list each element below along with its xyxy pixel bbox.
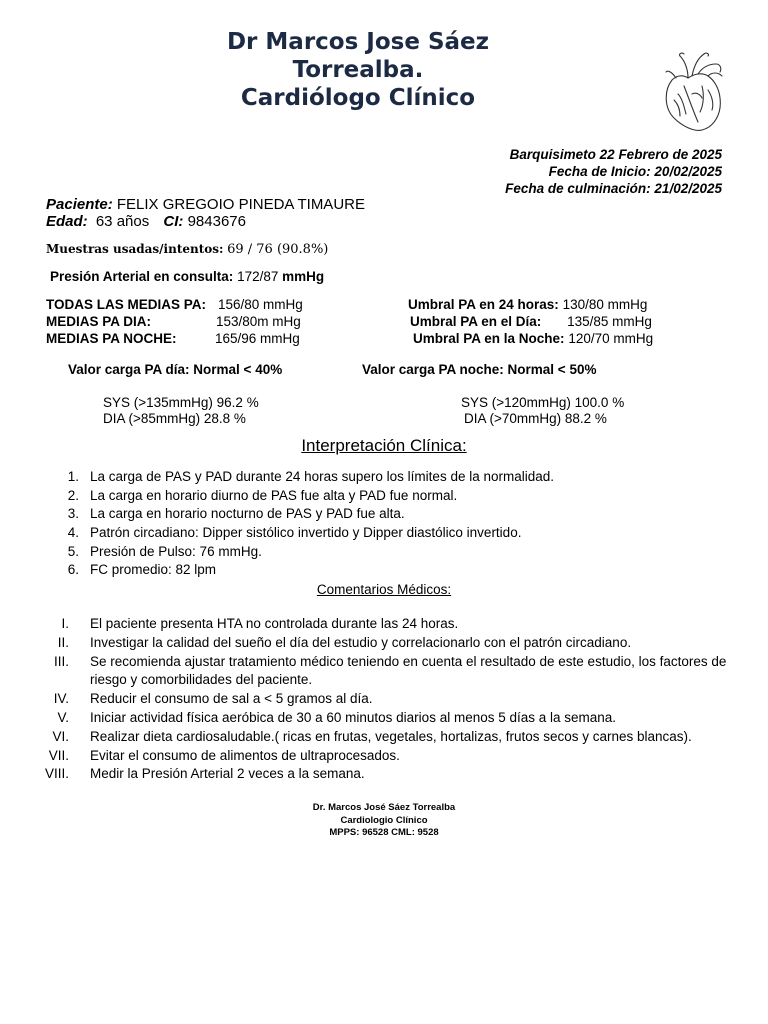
list-item-text: Presión de Pulso: 76 mmHg. — [90, 543, 262, 559]
patient-age-label: Edad: — [46, 213, 88, 230]
list-item — [0, 615, 768, 634]
list-item — [0, 747, 768, 766]
threshold-24h-value: 130/80 mmHg — [562, 297, 648, 312]
patient-name-label: Paciente: — [46, 196, 113, 213]
list-item-number: I. — [61, 616, 69, 631]
list-item — [0, 524, 768, 543]
threshold-day — [410, 313, 652, 330]
list-item — [0, 543, 768, 562]
list-item-text: FC promedio: 82 lpm — [90, 562, 217, 578]
end-date: Fecha de culminación: 21/02/2025 — [505, 181, 722, 196]
threshold-24h-label: Umbral PA en 24 horas: — [408, 297, 559, 312]
patient-ci-label: CI: — [163, 213, 184, 230]
patient-name: FELIX GREGOIO PINEDA TIMAURE — [116, 196, 365, 213]
patient-age: 63 años — [95, 213, 150, 230]
patient-age-line — [46, 213, 246, 231]
office-bp-unit: mmHg — [282, 269, 325, 284]
list-item-text: Realizar dieta cardiosaludable.( ricas en frutas, vegetales, hortalizas, frutos secos y carnes blancas). — [90, 728, 692, 744]
list-item-number: 5. — [67, 543, 79, 559]
mean-all-value: 156/80 mmHg — [218, 297, 303, 312]
list-item — [0, 634, 768, 653]
samples-label: Muestras usadas/intentos: — [46, 242, 224, 256]
list-item-text: Evitar el consumo de alimentos de ultraprocesados. — [90, 747, 400, 763]
threshold-night-value: 120/70 mmHg — [568, 331, 654, 346]
list-item-text: Se recomienda ajustar tratamiento médico teniendo en cuenta el resultado de este estudio, los factores de riesgo y comorbilidades del paciente. — [90, 653, 727, 688]
patient-ci: 9843676 — [187, 213, 246, 230]
place-date: Barquisimeto 22 Febrero de 2025 — [509, 147, 722, 162]
office-bp-value: 172/87 — [237, 269, 279, 284]
list-item — [0, 487, 768, 506]
comments-title: Comentarios Médicos: — [316, 582, 452, 597]
signature-block — [0, 802, 768, 840]
list-item-number: 2. — [67, 487, 79, 503]
list-item-text: La carga de PAS y PAD durante 24 horas supero los límites de la normalidad. — [90, 469, 555, 484]
load-day-sys: SYS (>135mmHg) 96.2 % — [103, 395, 259, 410]
office-bp-line — [50, 268, 324, 285]
doctor-title-line1: Dr Marcos Jose Sáez — [226, 29, 490, 55]
list-item-text: El paciente presenta HTA no controlada durante las 24 horas. — [90, 616, 459, 631]
signature-name: Dr. Marcos José Sáez Torrealba — [312, 802, 456, 813]
load-night-dia: DIA (>70mmHg) 88.2 % — [464, 411, 607, 426]
list-item-text: La carga en horario diurno de PAS fue alta y PAD fue normal. — [90, 487, 458, 503]
list-item-number: VII. — [48, 747, 69, 763]
list-item-number: 3. — [67, 506, 79, 522]
threshold-day-value: 135/85 mmHg — [567, 314, 652, 329]
load-day-title: Valor carga PA día: Normal < 40% — [68, 362, 283, 377]
mean-night-value: 165/96 mmHg — [215, 331, 300, 346]
list-item-number: II. — [57, 634, 69, 650]
mean-day-value: 153/80m mHg — [216, 314, 301, 329]
list-item-number: 4. — [67, 525, 79, 541]
list-item-text: Investigar la calidad del sueño el día del estudio y correlacionarlo con el patrón circadiano. — [90, 634, 632, 650]
report-dates — [505, 146, 722, 197]
list-item-text: Iniciar actividad física aeróbica de 30 a 60 minutos diarios al menos 5 días a la semana. — [90, 709, 617, 725]
list-item — [0, 709, 768, 728]
list-item-number: 1. — [67, 469, 79, 484]
interpretation-title: Interpretación Clínica: — [301, 436, 467, 455]
list-item — [0, 561, 768, 580]
list-item-text: Patrón circadiano: Dipper sistólico invertido y Dipper diastólico invertido. — [90, 525, 522, 541]
doctor-title — [200, 28, 516, 111]
samples-value: 69 / 76 (90.8%) — [227, 242, 329, 257]
list-item-text: Medir la Presión Arterial 2 veces a la semana. — [90, 766, 365, 782]
list-item-number: V. — [57, 709, 69, 725]
samples-line — [46, 241, 328, 257]
threshold-day-label: Umbral PA en el Día: — [410, 314, 542, 329]
office-bp-label: Presión Arterial en consulta: — [50, 269, 234, 284]
doctor-title-line2: Torrealba. — [292, 57, 424, 83]
list-item-text: Reducir el consumo de sal a < 5 gramos al día. — [90, 691, 373, 707]
list-item-number: VIII. — [44, 766, 69, 782]
list-item-number: VI. — [52, 728, 69, 744]
interpretation-list — [0, 468, 768, 580]
list-item-number: III. — [53, 653, 69, 669]
list-item-number: 6. — [67, 562, 79, 578]
list-item — [0, 505, 768, 524]
list-item — [0, 765, 768, 784]
list-item — [0, 690, 768, 709]
list-item-text: La carga en horario nocturno de PAS y PAD fue alta. — [90, 506, 405, 522]
threshold-night — [413, 330, 653, 347]
anatomical-heart-icon — [658, 50, 728, 134]
list-item — [0, 653, 768, 691]
mean-day-label: MEDIAS PA DIA: — [46, 314, 152, 329]
signature-ids: MPPS: 96528 CML: 9528 — [329, 827, 439, 838]
load-night-sys: SYS (>120mmHg) 100.0 % — [461, 395, 625, 410]
mean-all-label: TODAS LAS MEDIAS PA: — [46, 297, 207, 312]
mean-night-label: MEDIAS PA NOCHE: — [46, 331, 177, 346]
list-item-number: IV. — [53, 691, 69, 707]
threshold-24h — [408, 296, 647, 313]
comments-list — [0, 615, 768, 784]
doctor-title-line3: Cardiólogo Clínico — [240, 85, 476, 111]
threshold-night-label: Umbral PA en la Noche: — [413, 331, 565, 346]
list-item — [0, 468, 768, 487]
load-day-dia: DIA (>85mmHg) 28.8 % — [103, 411, 246, 426]
start-date: Fecha de Inicio: 20/02/2025 — [548, 164, 722, 179]
patient-name-line — [46, 196, 365, 214]
load-night-title: Valor carga PA noche: Normal < 50% — [362, 362, 597, 377]
list-item — [0, 728, 768, 747]
signature-title: Cardiologio Clínico — [340, 814, 428, 826]
